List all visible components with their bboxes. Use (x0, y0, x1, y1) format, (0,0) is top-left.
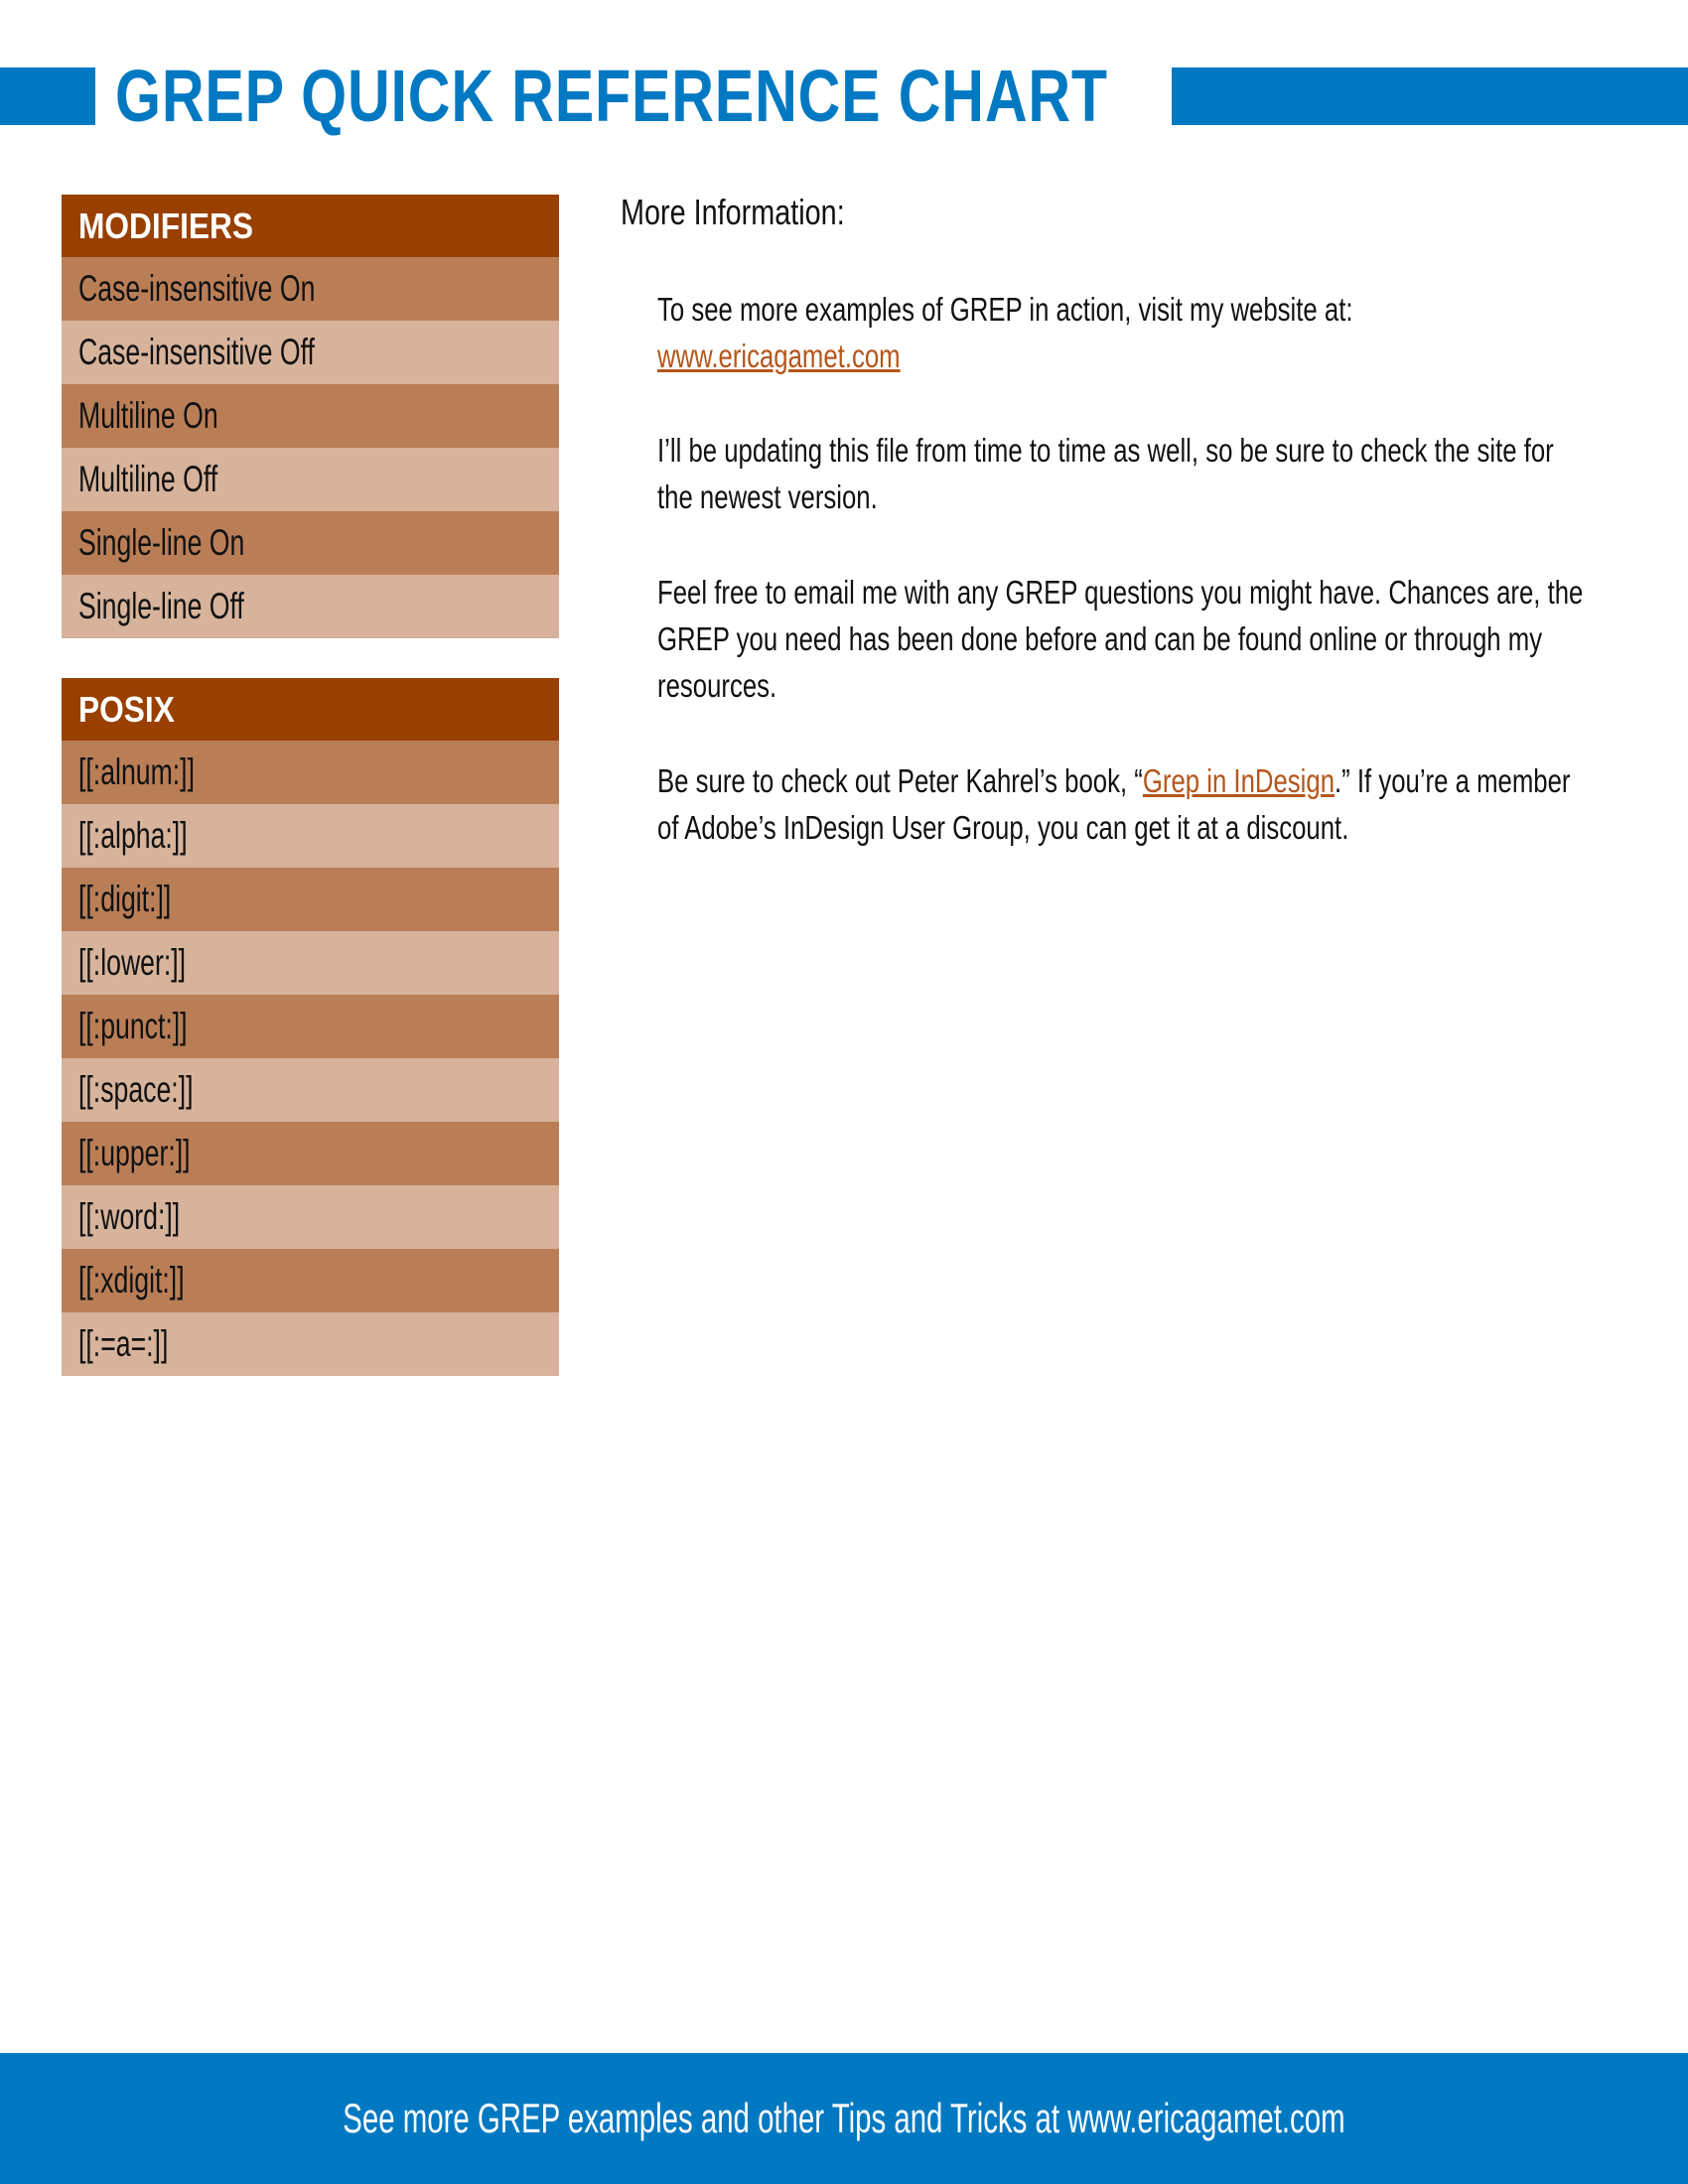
paragraph-text: Be sure to check out Peter Kahrel’s book, “ (657, 762, 1143, 799)
table-row: [[:digit:]] (62, 868, 559, 931)
email-paragraph (657, 569, 1587, 709)
table-row: [[:xdigit:]] (62, 1249, 559, 1312)
table-row: [[:alpha:]] (62, 804, 559, 868)
table-row: [[:word:]] (62, 1185, 559, 1249)
table-row: Single-line On (62, 511, 559, 575)
posix-table (62, 678, 559, 1376)
footer-banner (0, 2053, 1688, 2184)
title-banner (0, 55, 1688, 137)
page-title: GREP QUICK REFERENCE CHART (115, 55, 1108, 137)
table-row: Multiline On (62, 384, 559, 448)
modifiers-table-header: MODIFIERS (62, 195, 559, 257)
title-stripe-right (1172, 68, 1688, 125)
table-row: Single-line Off (62, 575, 559, 638)
website-paragraph (657, 286, 1587, 379)
table-row: [[:upper:]] (62, 1122, 559, 1185)
paragraph-text: GREP you need has been done before and can be found online or through my (657, 620, 1543, 657)
table-row: Case-insensitive Off (62, 321, 559, 384)
more-information-heading: More Information: (621, 192, 845, 232)
footer-text: See more GREP examples and other Tips and Tricks at www.ericagamet.com (343, 2095, 1345, 2141)
paragraph-text: resources. (657, 667, 777, 704)
modifiers-table (62, 195, 559, 638)
table-row: [[:space:]] (62, 1058, 559, 1122)
book-paragraph (657, 757, 1587, 851)
paragraph-text: Feel free to email me with any GREP questions you might have. Chances are, the (657, 574, 1584, 611)
title-stripe-left (0, 68, 95, 125)
website-link[interactable]: www.ericagamet.com (657, 338, 901, 374)
table-row: [[:punct:]] (62, 995, 559, 1058)
more-information-section (621, 189, 1623, 846)
paragraph-text: To see more examples of GREP in action, visit my website at: (657, 291, 1353, 328)
updates-paragraph (657, 427, 1587, 520)
table-row: Case-insensitive On (62, 257, 559, 321)
table-row: Multiline Off (62, 448, 559, 511)
paragraph-text: the newest version. (657, 478, 878, 515)
table-row: [[:alnum:]] (62, 741, 559, 804)
posix-table-header: POSIX (62, 678, 559, 741)
paragraph-text: of Adobe’s InDesign User Group, you can get it at a discount. (657, 809, 1349, 846)
paragraph-text: .” If you’re a member (1335, 762, 1571, 799)
book-link[interactable]: Grep in InDesign (1142, 762, 1336, 799)
table-row: [[:=a=:]] (62, 1312, 559, 1376)
paragraph-text: I’ll be updating this file from time to time as well, so be sure to check the site for (657, 432, 1554, 469)
table-row: [[:lower:]] (62, 931, 559, 995)
